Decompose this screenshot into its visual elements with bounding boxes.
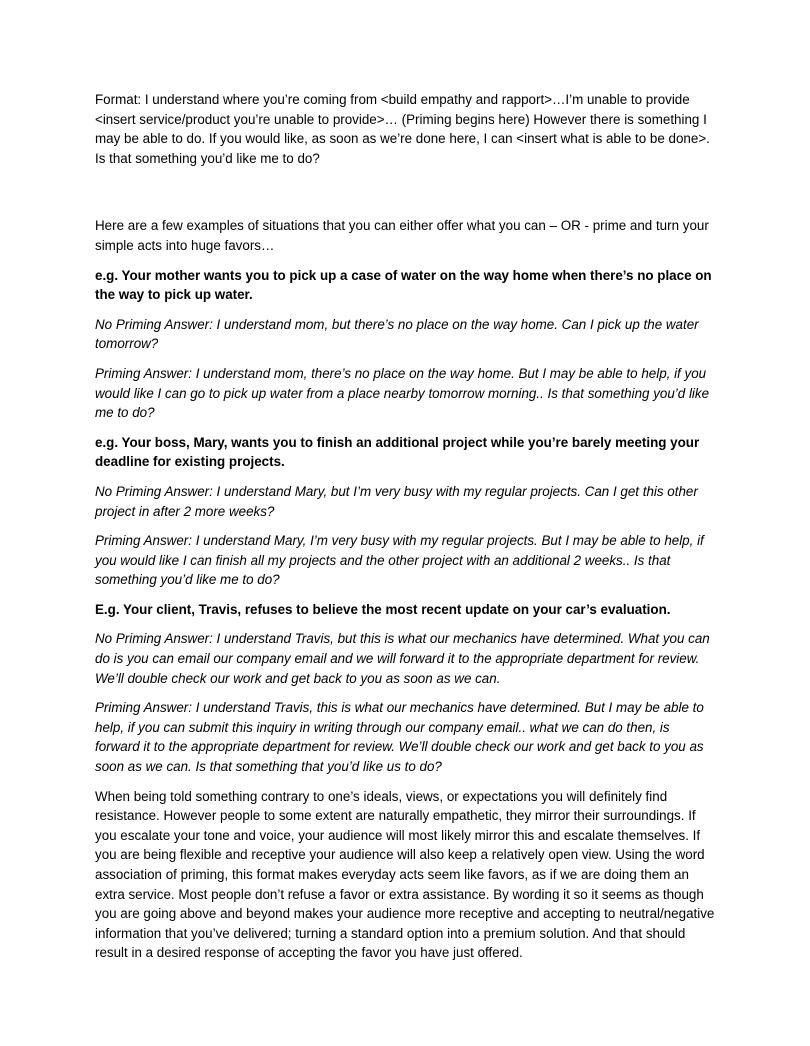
format-paragraph: Format: I understand where you’re coming from <build empathy and rapport>…I’m unable to provide <insert service/product you’re unable to provide>… (Priming begins here) However there is something I may be able to do. If you would like, as soon as we’re done here, I can <insert what is able to be done>. Is that something you’d like me to do? bbox=[95, 92, 710, 166]
example-heading: e.g. Your mother wants you to pick up a case of water on the way home when there’s no place on the way to pick up water. bbox=[95, 267, 712, 303]
priming-answer: Priming Answer: I understand mom, there’s no place on the way home. But I may be able to help, if you would like I can go to pick up water from a place nearby tomorrow morning.. Is that something you’d like me to do? bbox=[95, 365, 710, 421]
example-block-mother bbox=[95, 266, 717, 423]
no-priming-answer: No Priming Answer: I understand Travis, but this is what our mechanics have determined. What you can do is you can email our company email and we will forward it to the appropriate department for review. We’ll double check our work and get back to you as soon as we can. bbox=[95, 631, 710, 686]
paragraph-spacer bbox=[95, 168, 717, 216]
example-block-boss bbox=[95, 433, 717, 590]
priming-answer: Priming Answer: I understand Travis, this is what our mechanics have determined. But I may be able to help, if you can submit this inquiry in writing through our company email.. what we can do then, is forward it to the appropriate department for review. We’ll double check our work and get back to you as soon as we can. Is that something that you’d like us to do? bbox=[95, 700, 704, 775]
intro-paragraph: Here are a few examples of situations that you can either offer what you can – OR - prime and turn your simple acts into huge favors… bbox=[95, 218, 709, 253]
example-block-client bbox=[95, 600, 717, 777]
priming-answer: Priming Answer: I understand Mary, I’m very busy with my regular projects. But I may be able to help, if you would like I can finish all my projects and the other project with an additional 2 weeks.. Is that something you’d like me to do? bbox=[95, 533, 704, 588]
example-heading: e.g. Your boss, Mary, wants you to finish an additional project while you’re barely meeting your deadline for existing projects. bbox=[95, 434, 700, 470]
closing-paragraph: When being told something contrary to one’s ideals, views, or expectations you will definitely find resistance. However people to some extent are naturally empathetic, they mirror their surroundings. If you escalate your tone and voice, your audience will most likely mirror this and escalate themselves. If you are being flexible and receptive your audience will also keep a relatively open view. Using the word association of priming, this format makes everyday acts seem like favors, as if we are doing them an extra service. Most people don’t refuse a favor or extra assistance. By wording it so it seems as though you are going above and beyond makes your audience more receptive and accepting to neutral/negative information that you’ve delivered; turning a standard option into a premium solution. And that should result in a desired response of accepting the favor you have just offered. bbox=[95, 788, 715, 961]
document-page bbox=[95, 90, 717, 973]
no-priming-answer: No Priming Answer: I understand mom, but there’s no place on the way home. Can I pick up the water tomorrow? bbox=[95, 316, 699, 352]
example-heading: E.g. Your client, Travis, refuses to believe the most recent update on your car’s evaluation. bbox=[95, 601, 671, 617]
no-priming-answer: No Priming Answer: I understand Mary, but I’m very busy with my regular projects. Can I get this other project in after 2 more weeks? bbox=[95, 483, 698, 519]
